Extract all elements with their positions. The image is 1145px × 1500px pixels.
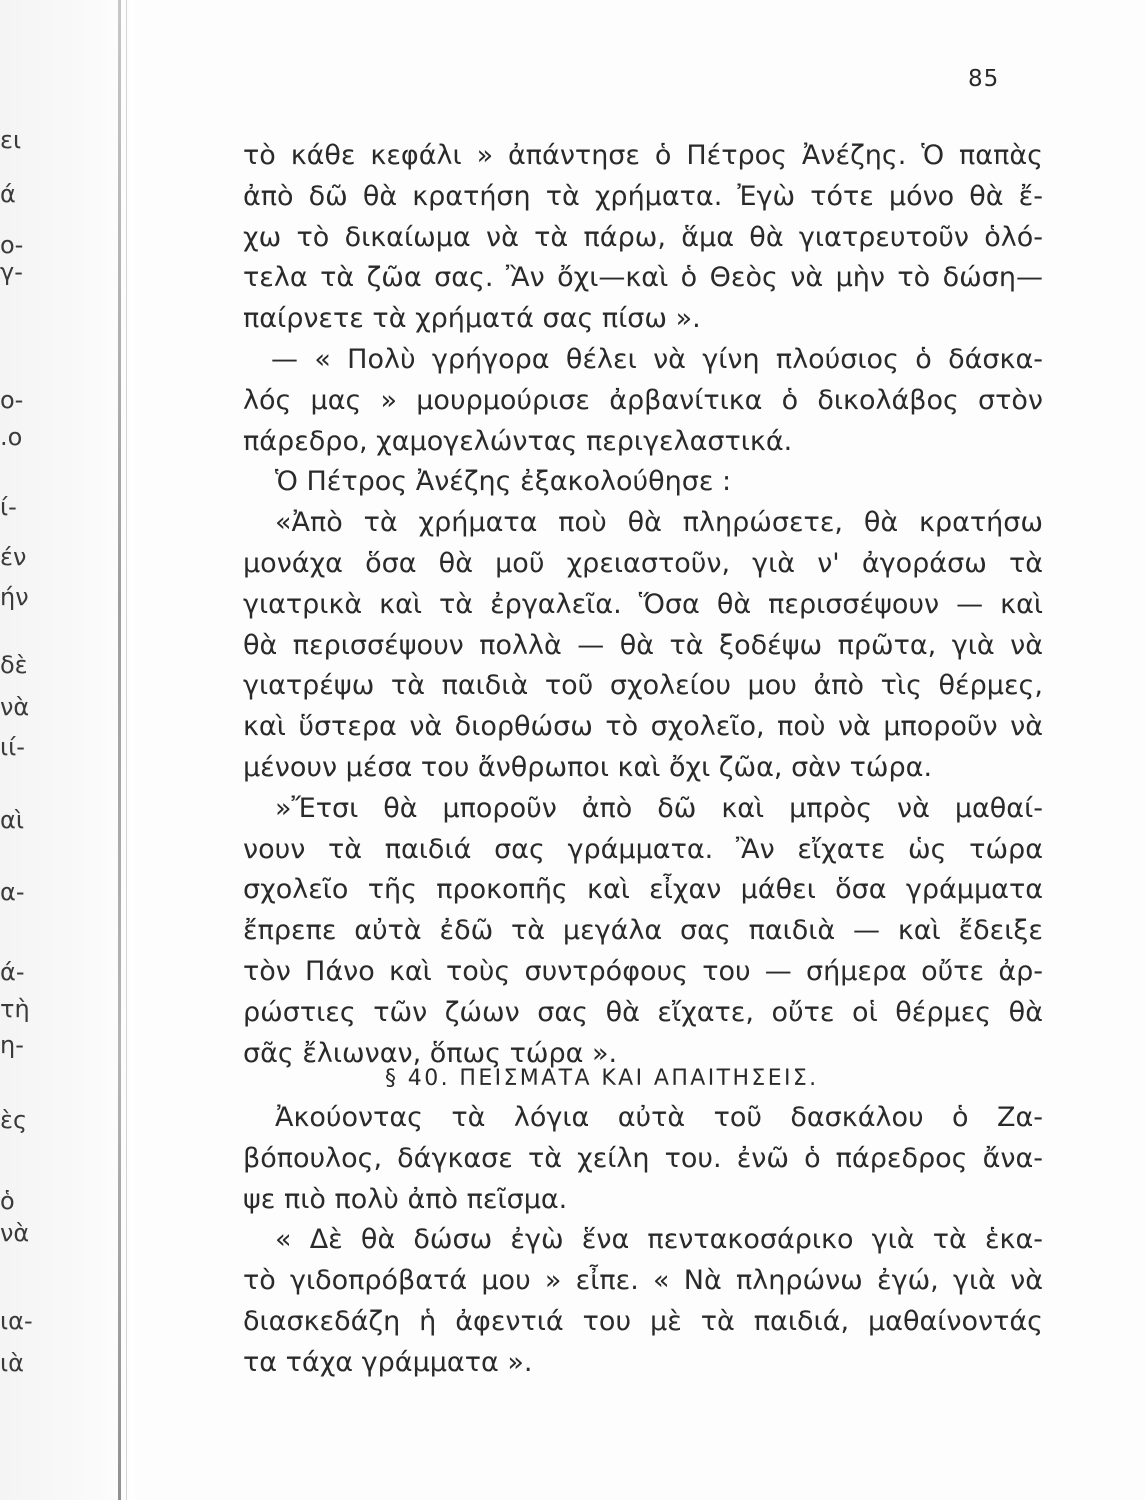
binding-edge-line <box>126 0 127 1500</box>
text-line: Ἀκούοντας τὰ λόγια αὐτὰ τοῦ δασκάλου ὁ Ζα- <box>275 1102 1043 1133</box>
text-line: σᾶς ἔλιωναν, ὅπως τώρα ». <box>243 1037 618 1069</box>
text-line: μένουν μέσα του ἄνθρωποι καὶ ὄχι ζῶα, σὰν τώρα. <box>243 751 933 783</box>
text-line: »Ἔτσι θὰ μποροῦν ἀπὸ δῶ καὶ μπρὸς νὰ μαθαί- <box>275 792 1043 824</box>
text-line: Ὁ Πέτρος Ἀνέζης ἐξακολούθησε : <box>275 466 732 498</box>
text-line: ψε πιὸ πολὺ ἀπὸ πεῖσμα. <box>243 1183 568 1215</box>
text-line: πάρεδρο, χαμογελώντας περιγελαστικά. <box>243 425 793 457</box>
facing-page-fragment: ια- <box>0 1307 33 1335</box>
text-line: γιατρέψω τὰ παιδιὰ τοῦ σχολείου μου ἀπὸ τὶς θέρμες, <box>243 670 1043 702</box>
text-line: τὸ κάθε κεφάλι » ἀπάντησε ὁ Πέτρος Ἀνέζης. Ὁ παπὰς <box>243 140 1043 171</box>
facing-page-fragment: ὁ <box>0 1187 15 1215</box>
section-heading: § 40. ΠΕΙΣΜΑΤΑ ΚΑΙ ΑΠΑΙΤΗΣΕΙΣ. <box>385 1066 819 1091</box>
text-line: τελα τὰ ζῶα σας. Ἂν ὄχι—καὶ ὁ Θεὸς νὰ μὴν τὸ δώση— <box>243 262 1043 294</box>
text-line: χω τὸ δικαίωμα νὰ τὰ πάρω, ἅμα θὰ γιατρευτοῦν ὁλό- <box>243 221 1043 253</box>
facing-page-fragment: ί- <box>0 493 17 521</box>
text-line: ρώστιες τῶν ζώων σας θὰ εἴχατε, οὔτε οἱ θέρμες θὰ <box>243 996 1043 1028</box>
text-line: γιατρικὰ καὶ τὰ ἐργαλεῖα. Ὅσα θὰ περισσέψουν — καὶ <box>243 588 1043 620</box>
facing-page-fragment: ιὰ <box>0 1349 24 1377</box>
text-line: παίρνετε τὰ χρήματά σας πίσω ». <box>243 303 701 335</box>
text-line: καὶ ὕστερα νὰ διορθώσω τὸ σχολεῖο, ποὺ νὰ μποροῦν νὰ <box>243 711 1043 743</box>
text-line: θὰ περισσέψουν πολλὰ — θὰ τὰ ξοδέψω πρῶτα, γιὰ νὰ <box>243 629 1043 661</box>
text-line: « Δὲ θὰ δώσω ἐγὼ ἕνα πεντακοσάρικο γιὰ τὰ ἑκα- <box>275 1224 1043 1256</box>
facing-page-fragment: ο- <box>0 386 24 414</box>
section-text-block <box>243 1098 1043 1384</box>
text-line: — « Πολὺ γρήγορα θέλει νὰ γίνη πλούσιος ὁ δάσκα- <box>271 343 1043 375</box>
facing-page-fragment: ά <box>0 180 16 208</box>
facing-page-fragment: τὴ <box>0 995 30 1023</box>
facing-page-fragment: νὰ <box>0 1219 30 1247</box>
text-line: τα τάχα γράμματα ». <box>243 1346 533 1378</box>
text-line: ἀπὸ δῶ θὰ κρατήση τὰ χρήματα. Ἐγὼ τότε μόνο θὰ ἔ- <box>243 180 1043 212</box>
facing-page-fragment: ει <box>0 126 22 154</box>
text-line: σχολεῖο τῆς προκοπῆς καὶ εἶχαν μάθει ὅσα γράμματα <box>243 874 1043 906</box>
facing-page-fragment: νὰ <box>0 693 30 721</box>
facing-page-fragment: α- <box>0 878 25 906</box>
main-text-block <box>243 136 1043 1074</box>
facing-page-fragment: .ο <box>0 423 23 451</box>
text-line: διασκεδάζη ἡ ἀφεντιά του μὲ τὰ παιδιά, μαθαίνοντάς <box>243 1305 1043 1337</box>
facing-page-fragment: η- <box>0 1031 24 1059</box>
text-line: τὸ γιδοπρόβατά μου » εἶπε. « Νὰ πληρώνω ἐγώ, γιὰ νὰ <box>243 1265 1043 1297</box>
facing-page-fragment: έν <box>0 543 27 571</box>
facing-page-fragment: δὲ <box>0 651 28 679</box>
facing-page-fragment: ο- <box>0 231 24 259</box>
text-line: τὸν Πάνο καὶ τοὺς συντρόφους του — σήμερα οὔτε ἀρ- <box>243 955 1043 987</box>
text-line: λός μας » μουρμούρισε ἀρβανίτικα ὁ δικολάβος στὸν <box>243 384 1043 416</box>
binding-shadow-line <box>118 0 121 1500</box>
facing-page-fragment: γ- <box>0 258 23 286</box>
facing-page-fragment: ὲς <box>0 1106 28 1134</box>
facing-page-fragment: αὶ <box>0 806 24 834</box>
facing-page-fragment: ήν <box>0 583 29 611</box>
facing-page-fragment: ιί- <box>0 733 25 761</box>
text-line: νουν τὰ παιδιά σας γράμματα. Ἂν εἴχατε ὡς τώρα <box>243 833 1043 865</box>
text-line: μονάχα ὅσα θὰ μοῦ χρειαστοῦν, γιὰ ν' ἀγοράσω τὰ <box>243 547 1043 579</box>
text-line: ἔπρεπε αὐτὰ ἐδῶ τὰ μεγάλα σας παιδιὰ — καὶ ἔδειξε <box>243 915 1043 947</box>
facing-page-fragment: ά- <box>0 958 25 986</box>
text-line: «Ἀπὸ τὰ χρήματα ποὺ θὰ πληρώσετε, θὰ κρατήσω <box>275 507 1043 539</box>
text-line: βόπουλος, δάγκασε τὰ χείλη του. ἐνῶ ὁ πάρεδρος ἄνα- <box>243 1142 1043 1174</box>
page-number: 85 <box>968 66 1000 92</box>
